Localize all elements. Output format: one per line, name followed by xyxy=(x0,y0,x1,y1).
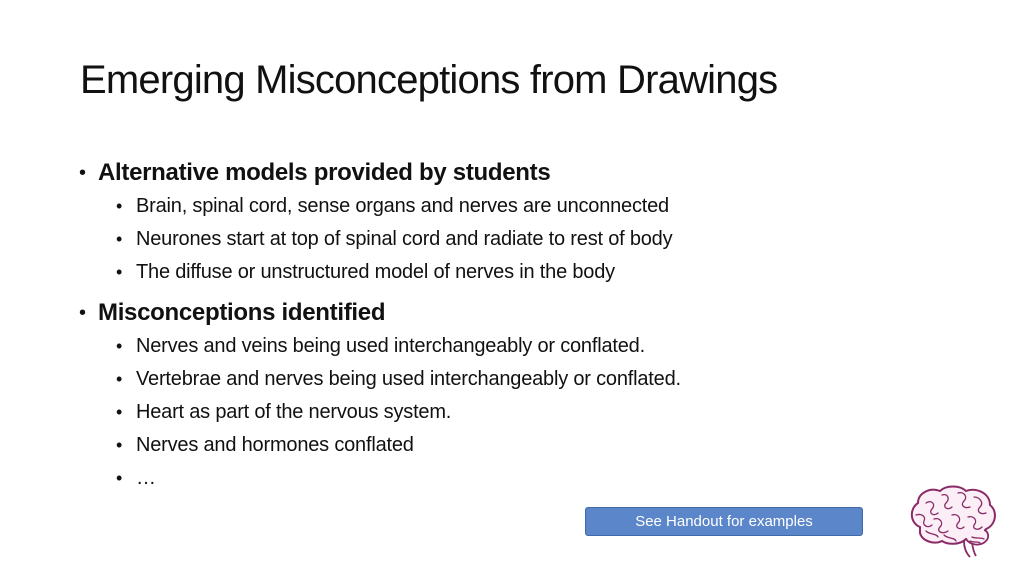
brain-icon xyxy=(906,483,998,559)
list-item: • Neurones start at top of spinal cord and radiate to rest of body xyxy=(116,223,959,256)
see-handout-button[interactable]: See Handout for examples xyxy=(585,507,863,536)
list-item: • Brain, spinal cord, sense organs and nerves are unconnected xyxy=(116,190,959,223)
list-item: • The diffuse or unstructured model of nerves in the body xyxy=(116,256,959,289)
slide-title: Emerging Misconceptions from Drawings xyxy=(80,58,778,102)
list-item: • Nerves and veins being used interchangeably or conflated. xyxy=(116,330,959,363)
list-item: • Nerves and hormones conflated xyxy=(116,429,959,462)
section-heading-alternative-models: • Alternative models provided by students xyxy=(79,156,959,190)
list-item: • Vertebrae and nerves being used interchangeably or conflated. xyxy=(116,363,959,396)
list-item: • Heart as part of the nervous system. xyxy=(116,396,959,429)
section-heading-misconceptions: • Misconceptions identified xyxy=(79,296,959,330)
bullet-list xyxy=(79,156,959,495)
list-item: • … xyxy=(116,462,959,495)
